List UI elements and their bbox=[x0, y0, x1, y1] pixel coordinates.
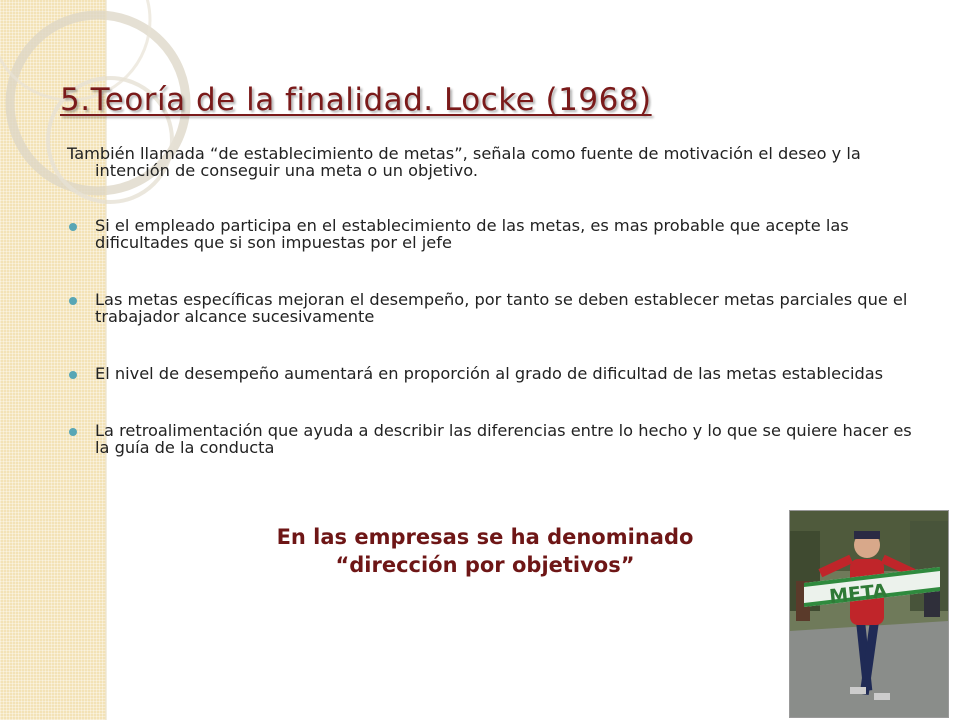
intro-paragraph: También llamada “de establecimiento de metas”, señala como fuente de motivación el deseo y la intención de conseguir una meta o un objetivo. bbox=[67, 144, 861, 180]
banner-text: META bbox=[828, 580, 889, 608]
bullet-dot-icon bbox=[69, 371, 77, 379]
runner-illustration bbox=[790, 511, 948, 717]
bullet-dot-icon bbox=[69, 223, 77, 231]
bullet-text: Las metas específicas mejoran el desempeño, por tanto se deben establecer metas parciales que el trabajador alcance sucesivamente bbox=[95, 290, 908, 326]
callout-line-2: “dirección por objetivos” bbox=[335, 553, 635, 577]
slide-title: 5.Teoría de la finalidad. Locke (1968) bbox=[60, 82, 652, 118]
bullet-text: Si el empleado participa en el establecimiento de las metas, es mas probable que acepte las dificultades que si son impuestas por el jefe bbox=[95, 216, 849, 252]
slide-body bbox=[67, 145, 927, 456]
bullet-dot-icon bbox=[69, 297, 77, 305]
bullet-item bbox=[67, 291, 927, 325]
callout-text bbox=[180, 523, 790, 579]
bullet-item bbox=[67, 422, 927, 456]
callout-line-1: En las empresas se ha denominado bbox=[276, 525, 694, 549]
bullet-text: El nivel de desempeño aumentará en proporción al grado de dificultad de las metas establecidas bbox=[95, 364, 884, 383]
bullet-text: La retroalimentación que ayuda a describir las diferencias entre lo hecho y lo que se quiere hacer es la guía de la conducta bbox=[95, 421, 912, 457]
bullet-item bbox=[67, 365, 927, 382]
bullet-dot-icon bbox=[69, 428, 77, 436]
finish-line-photo bbox=[789, 510, 949, 718]
bullet-item bbox=[67, 217, 927, 251]
bullet-list bbox=[67, 217, 927, 456]
